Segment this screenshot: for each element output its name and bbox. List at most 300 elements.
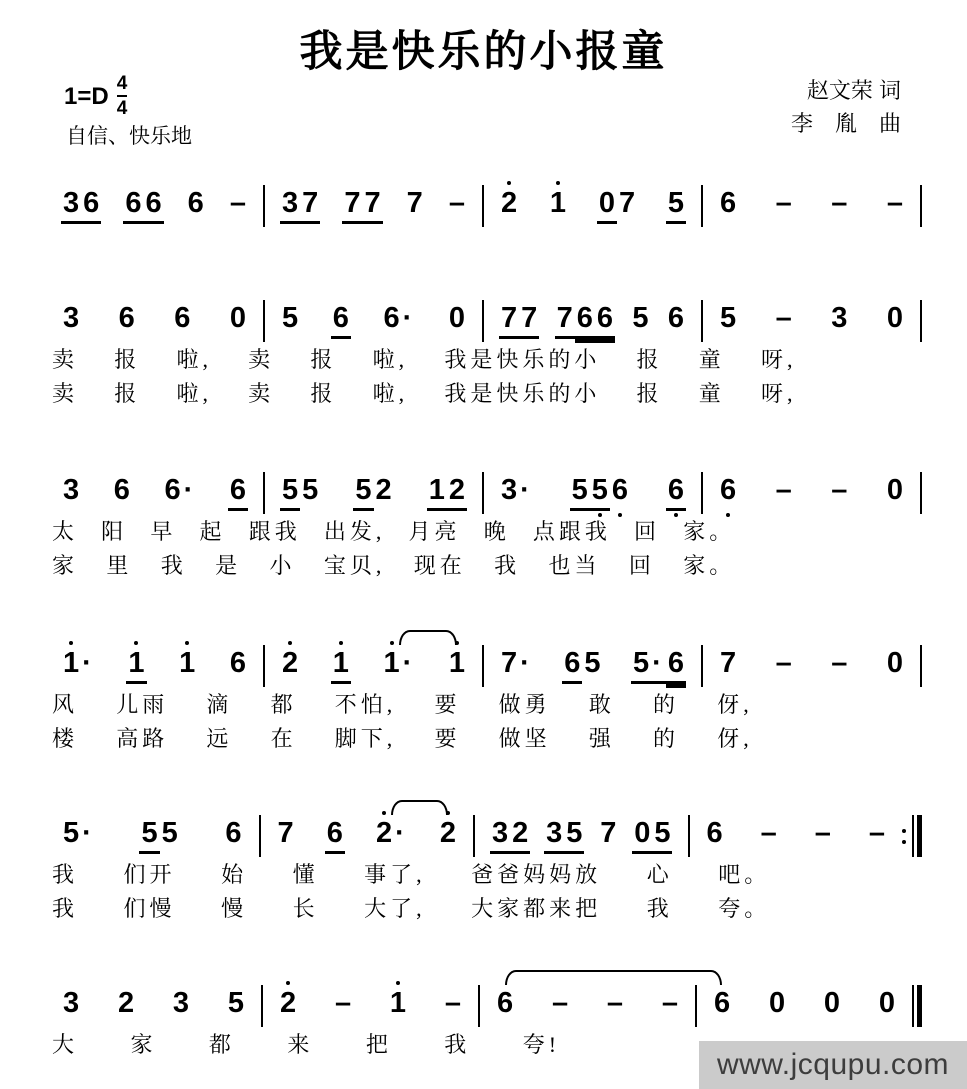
- note-group: [630, 304, 650, 336]
- lyric-syllable: 家: [130, 1032, 157, 1057]
- note: 5: [280, 476, 300, 511]
- note: 6: [595, 304, 615, 339]
- lyric-syllable: 大: [52, 1032, 79, 1057]
- note-group: [829, 304, 849, 336]
- tie-arc: [399, 630, 457, 645]
- lyric-syllable: 们开: [123, 862, 176, 887]
- note: 6: [81, 189, 101, 224]
- note: 2: [439, 817, 456, 849]
- lyric-syllable: 伢,: [717, 692, 753, 717]
- lyric-syllable: 报: [310, 347, 337, 372]
- note: 5: [227, 987, 244, 1019]
- lyric-syllable: 始: [221, 862, 248, 887]
- music-line-1: [46, 180, 922, 228]
- note-group: [598, 819, 618, 851]
- note: 2: [501, 187, 518, 219]
- lyric-syllable: 太: [52, 519, 79, 544]
- lyric-syllable: 滴: [206, 692, 233, 717]
- lyric-syllable: 高路: [116, 726, 169, 751]
- note-group: [570, 476, 630, 511]
- lyric-syllable: 做勇: [498, 692, 551, 717]
- lyric-syllable: 们慢: [123, 896, 176, 921]
- note: 6: [143, 189, 163, 224]
- lyric-syllable: 我: [646, 896, 673, 921]
- note: 7: [720, 647, 737, 679]
- lyric-syllable: 我: [52, 896, 79, 921]
- notes-row: [46, 467, 922, 515]
- lyric-syllable: 报: [114, 381, 141, 406]
- note-group: [885, 476, 905, 508]
- note: 6: [331, 304, 351, 339]
- lyric-syllable: 回: [628, 553, 655, 578]
- lyric-syllable: 月亮: [408, 519, 461, 544]
- lyric-syllable: 报: [636, 381, 663, 406]
- lyric-syllable: 要: [434, 726, 461, 751]
- note-group: [774, 649, 794, 681]
- dash-extension: –: [868, 817, 885, 849]
- note-group: [499, 189, 519, 221]
- note-group: [666, 189, 686, 224]
- rest-note: 0: [632, 819, 652, 854]
- music-line-4: [46, 640, 922, 752]
- note-group: [228, 476, 248, 511]
- measure: [484, 476, 701, 511]
- note: 7: [618, 187, 636, 219]
- rest-note: 0: [448, 302, 465, 334]
- dash-extension: –: [661, 987, 678, 1019]
- augmentation-dot: ·: [183, 474, 194, 506]
- note: 6: [720, 474, 737, 506]
- note-group: [280, 649, 300, 681]
- lyric-syllable: 大家都来把: [471, 896, 602, 921]
- dash-extension: –: [831, 474, 848, 506]
- music-line-3: [46, 467, 922, 579]
- note-group: [228, 189, 248, 221]
- lyric-syllable: 回: [634, 519, 661, 544]
- measure: [261, 819, 474, 854]
- lyric-syllable: 卖: [52, 381, 79, 406]
- note-group: [550, 989, 570, 1021]
- note-group: [139, 819, 179, 854]
- note-group: [718, 476, 738, 508]
- note: 5: [584, 647, 601, 679]
- note: 5: [63, 817, 80, 849]
- note-group: [718, 189, 738, 221]
- note-group: [381, 304, 416, 336]
- lyrics-row: [52, 896, 770, 922]
- note-group: [877, 989, 897, 1021]
- note-group: [61, 819, 96, 851]
- note-group: [562, 649, 602, 684]
- note: 1: [448, 647, 465, 679]
- note-group: [61, 476, 81, 508]
- notes-row: [46, 295, 922, 343]
- note: 2: [117, 987, 135, 1019]
- note-group: [867, 819, 887, 851]
- note: 6: [497, 987, 514, 1019]
- lyricist-credit: 赵文荣 词: [806, 78, 901, 103]
- measure: [484, 304, 701, 339]
- note: 5: [564, 819, 584, 854]
- lyrics-row: [52, 726, 753, 752]
- note-group: [333, 989, 353, 1021]
- note: 5: [302, 474, 319, 506]
- note: 3: [63, 302, 80, 334]
- note-group: [186, 189, 206, 221]
- repeat-end-barline: [902, 815, 922, 857]
- lyric-syllable: 我: [160, 553, 187, 578]
- note-group: [172, 304, 192, 336]
- key-signature: 1=D: [64, 83, 109, 110]
- dash-extension: –: [814, 817, 831, 849]
- note: 7: [499, 304, 519, 339]
- note: 7: [342, 189, 362, 224]
- rest-note: 0: [886, 302, 903, 334]
- lyric-syllable: 啦,: [176, 347, 212, 372]
- lyric-syllable: 远: [206, 726, 233, 751]
- lyric-syllable: 是: [215, 553, 242, 578]
- note: 6: [667, 302, 684, 334]
- note-group: [223, 819, 243, 851]
- note-group: [666, 476, 686, 511]
- note: 3: [831, 302, 848, 334]
- measure: [46, 819, 259, 854]
- notes-row: [46, 980, 922, 1028]
- note: 7: [406, 187, 423, 219]
- note: 2: [280, 987, 297, 1019]
- lyric-syllable: 阳: [101, 519, 128, 544]
- lyric-syllable: 也当: [548, 553, 601, 578]
- mood-marking: 自信、快乐地: [66, 125, 192, 148]
- lyric-syllable: 呀,: [760, 381, 797, 406]
- lyric-syllable: 啦,: [176, 381, 212, 406]
- note-group: [759, 819, 779, 851]
- note: 6: [666, 649, 686, 684]
- lyric-syllable: 跟我: [248, 519, 301, 544]
- lyric-syllable: 出发,: [323, 519, 386, 544]
- lyric-syllable: 风: [52, 692, 79, 717]
- lyric-syllable: 我是快乐的小: [444, 347, 601, 372]
- lyrics-row: [52, 519, 735, 545]
- lyric-syllable: 的: [653, 692, 680, 717]
- lyric-syllable: 报: [636, 347, 663, 372]
- notes-row: [46, 640, 922, 688]
- note: 6: [113, 474, 130, 506]
- note: 6: [611, 474, 629, 506]
- end-barline: [920, 185, 922, 227]
- lyric-syllable: 家: [52, 553, 79, 578]
- measure: [46, 989, 261, 1021]
- dash-extension: –: [831, 187, 848, 219]
- note: 1: [549, 187, 567, 219]
- dash-extension: –: [606, 987, 624, 1019]
- measure: [46, 304, 263, 336]
- note: 1: [126, 649, 146, 684]
- note-group: [499, 649, 534, 681]
- note-group: [353, 476, 393, 511]
- lyric-syllable: 家。: [683, 519, 736, 544]
- note: 3: [63, 987, 80, 1019]
- lyric-syllable: 把: [365, 1032, 392, 1057]
- note-group: [280, 189, 320, 224]
- lyric-syllable: 我: [444, 1032, 471, 1057]
- lyric-syllable: 在: [270, 726, 297, 751]
- lyric-syllable: 夸!: [522, 1032, 561, 1057]
- note: 6: [666, 476, 686, 511]
- song-title: 我是快乐的小报童: [299, 28, 668, 76]
- rest-note: 0: [768, 987, 786, 1019]
- lyric-syllable: 啦,: [372, 381, 409, 406]
- note-group: [447, 189, 467, 221]
- lyric-syllable: 点跟我: [532, 519, 611, 544]
- note-group: [226, 989, 246, 1021]
- measure: [703, 649, 920, 681]
- note-group: [61, 189, 101, 224]
- lyric-syllable: 啦,: [372, 347, 409, 372]
- lyric-syllable: 家。: [683, 553, 736, 578]
- lyric-syllable: 早: [150, 519, 177, 544]
- lyric-syllable: 小: [269, 553, 296, 578]
- key-time-signature: [64, 73, 128, 119]
- dash-extension: –: [444, 987, 461, 1019]
- lyric-syllable: 儿雨: [116, 692, 169, 717]
- credits: [791, 74, 901, 140]
- lyric-syllable: 夸。: [718, 896, 771, 921]
- lyrics-row: [52, 862, 770, 888]
- note-group: [885, 649, 905, 681]
- note: 6: [325, 819, 345, 854]
- note: 2: [510, 819, 530, 854]
- note-group: [342, 189, 382, 224]
- note: 1: [331, 649, 351, 684]
- note: 6: [164, 474, 181, 506]
- note: 7: [300, 189, 320, 224]
- dash-extension: –: [334, 987, 352, 1019]
- note-group: [228, 649, 248, 681]
- lyrics-row: [52, 553, 735, 579]
- note-group: [126, 649, 146, 684]
- note-group: [405, 189, 425, 221]
- composer-credit: 李 胤 曲: [790, 111, 901, 136]
- dash-extension: –: [886, 187, 903, 219]
- note: 1: [383, 647, 400, 679]
- lyrics-row: [52, 381, 797, 407]
- augmentation-dot: ·: [82, 817, 92, 849]
- augmentation-dot: ·: [82, 647, 92, 679]
- end-barline: [920, 472, 922, 514]
- rest-note: 0: [886, 647, 903, 679]
- note: 2: [282, 647, 299, 679]
- lyric-syllable: 强: [588, 726, 615, 751]
- note: 3: [172, 987, 190, 1019]
- end-barline: [920, 300, 922, 342]
- note: 5: [720, 302, 737, 334]
- lyric-syllable: 都: [208, 1032, 235, 1057]
- time-signature-numerator: 4: [116, 73, 128, 94]
- note: 7: [362, 189, 382, 224]
- note: 6: [123, 189, 143, 224]
- tie-arc: [391, 800, 448, 815]
- dash-extension: –: [775, 474, 792, 506]
- lyric-syllable: 卖: [248, 347, 275, 372]
- note-group: [280, 476, 320, 511]
- note-group: [427, 476, 467, 511]
- note-group: [597, 189, 637, 224]
- note: 5: [590, 476, 610, 511]
- note-group: [61, 304, 81, 336]
- music-line-2: [46, 295, 922, 407]
- lyric-syllable: 我是快乐的小: [444, 381, 601, 406]
- note: 7: [600, 817, 617, 849]
- measure: [46, 476, 263, 511]
- note: 2: [447, 476, 467, 511]
- note-group: [774, 304, 794, 336]
- note-group: [112, 476, 132, 508]
- note: 5: [139, 819, 159, 854]
- rest-note: 0: [886, 474, 903, 506]
- note-group: [331, 649, 351, 684]
- note: 1: [63, 647, 80, 679]
- lyric-syllable: 里: [106, 553, 133, 578]
- note: 6: [187, 187, 204, 219]
- dash-extension: –: [775, 647, 792, 679]
- lyric-syllable: 脚下,: [334, 726, 397, 751]
- measure: [46, 189, 263, 224]
- lyric-syllable: 起: [199, 519, 226, 544]
- rest-note: 0: [823, 987, 841, 1019]
- note-group: [813, 819, 833, 851]
- note: 5: [570, 476, 590, 511]
- measure: [703, 304, 920, 336]
- measure: [703, 189, 920, 221]
- note-group: [774, 476, 794, 508]
- note: 3: [280, 189, 300, 224]
- note-group: [544, 819, 584, 854]
- measure: [703, 476, 920, 508]
- note: 5: [353, 476, 373, 511]
- note-group: [280, 304, 300, 336]
- lyric-syllable: 爸爸妈妈放: [471, 862, 602, 887]
- note-group: [829, 476, 849, 508]
- lyric-syllable: 童: [698, 381, 725, 406]
- measure: [265, 476, 482, 511]
- lyric-syllable: 卖: [52, 347, 79, 372]
- note-group: [61, 989, 81, 1021]
- lyric-syllable: 卖: [248, 381, 275, 406]
- lyric-syllable: 现在: [413, 553, 466, 578]
- notes-row: [46, 180, 922, 228]
- rest-note: 0: [878, 987, 895, 1019]
- lyric-syllable: 伢,: [717, 726, 753, 751]
- note-group: [718, 649, 738, 681]
- lyric-syllable: 楼: [52, 726, 79, 751]
- note: 2: [375, 817, 393, 849]
- augmentation-dot: ·: [520, 474, 530, 506]
- lyric-syllable: 大了,: [364, 896, 426, 921]
- note-group: [61, 649, 96, 681]
- note: 5: [632, 302, 649, 334]
- note: 5: [282, 302, 299, 334]
- lyrics-row: [52, 692, 753, 718]
- note-group: [123, 189, 163, 224]
- note: 3: [501, 474, 518, 506]
- note: 5: [652, 819, 672, 854]
- augmentation-dot: ·: [402, 302, 413, 334]
- note-group: [443, 989, 463, 1021]
- note: 1: [389, 987, 407, 1019]
- augmentation-dot: ·: [651, 649, 666, 684]
- note: 2: [375, 474, 392, 506]
- notes-row: [46, 810, 922, 858]
- note-group: [331, 304, 351, 339]
- note-group: [499, 476, 534, 508]
- rest-note: 0: [229, 302, 246, 334]
- note-group: [767, 989, 787, 1021]
- note: 7: [501, 647, 518, 679]
- note-group: [718, 304, 738, 336]
- note: 6: [575, 304, 595, 339]
- note: 5: [161, 817, 178, 849]
- lyric-syllable: 的: [653, 726, 680, 751]
- note-group: [555, 304, 615, 339]
- end-barline: [920, 645, 922, 687]
- note: 6: [562, 649, 582, 684]
- lyric-syllable: 都: [270, 692, 297, 717]
- measure: [484, 189, 701, 224]
- lyric-syllable: 懂: [292, 862, 319, 887]
- note-group: [374, 819, 409, 851]
- watermark: www.jcqupu.com: [699, 1041, 967, 1089]
- final-barline: [912, 985, 922, 1027]
- augmentation-dot: ·: [402, 647, 413, 679]
- lyric-syllable: 不怕,: [334, 692, 397, 717]
- measure: [46, 649, 263, 684]
- note: 1: [427, 476, 447, 511]
- note: 5: [666, 189, 686, 224]
- note-group: [712, 989, 732, 1021]
- measure: [697, 989, 912, 1021]
- note: 3: [544, 819, 564, 854]
- note: 6: [383, 302, 400, 334]
- note-group: [605, 989, 625, 1021]
- time-signature-denominator: 4: [117, 95, 128, 118]
- note-group: [447, 649, 467, 681]
- measure: [263, 989, 478, 1021]
- note-group: [388, 989, 408, 1021]
- note: 6: [229, 647, 246, 679]
- lyric-syllable: 敢: [588, 692, 615, 717]
- lyric-syllable: 我: [494, 553, 521, 578]
- note: 6: [228, 476, 248, 511]
- note: 6: [118, 302, 135, 334]
- note-group: [276, 819, 296, 851]
- lyric-syllable: 宝贝,: [323, 553, 386, 578]
- dash-extension: –: [551, 987, 569, 1019]
- note: 5: [631, 649, 651, 684]
- lyric-syllable: 事了,: [364, 862, 426, 887]
- augmentation-dot: ·: [520, 647, 530, 679]
- note-group: [822, 989, 842, 1021]
- note-group: [885, 189, 905, 221]
- note-group: [631, 649, 686, 684]
- dash-extension: –: [775, 302, 792, 334]
- lyric-syllable: 吧。: [718, 862, 771, 887]
- note-group: [548, 189, 568, 221]
- note: 6: [706, 817, 723, 849]
- note-group: [660, 989, 680, 1021]
- note: 3: [61, 189, 81, 224]
- note: 6: [720, 187, 737, 219]
